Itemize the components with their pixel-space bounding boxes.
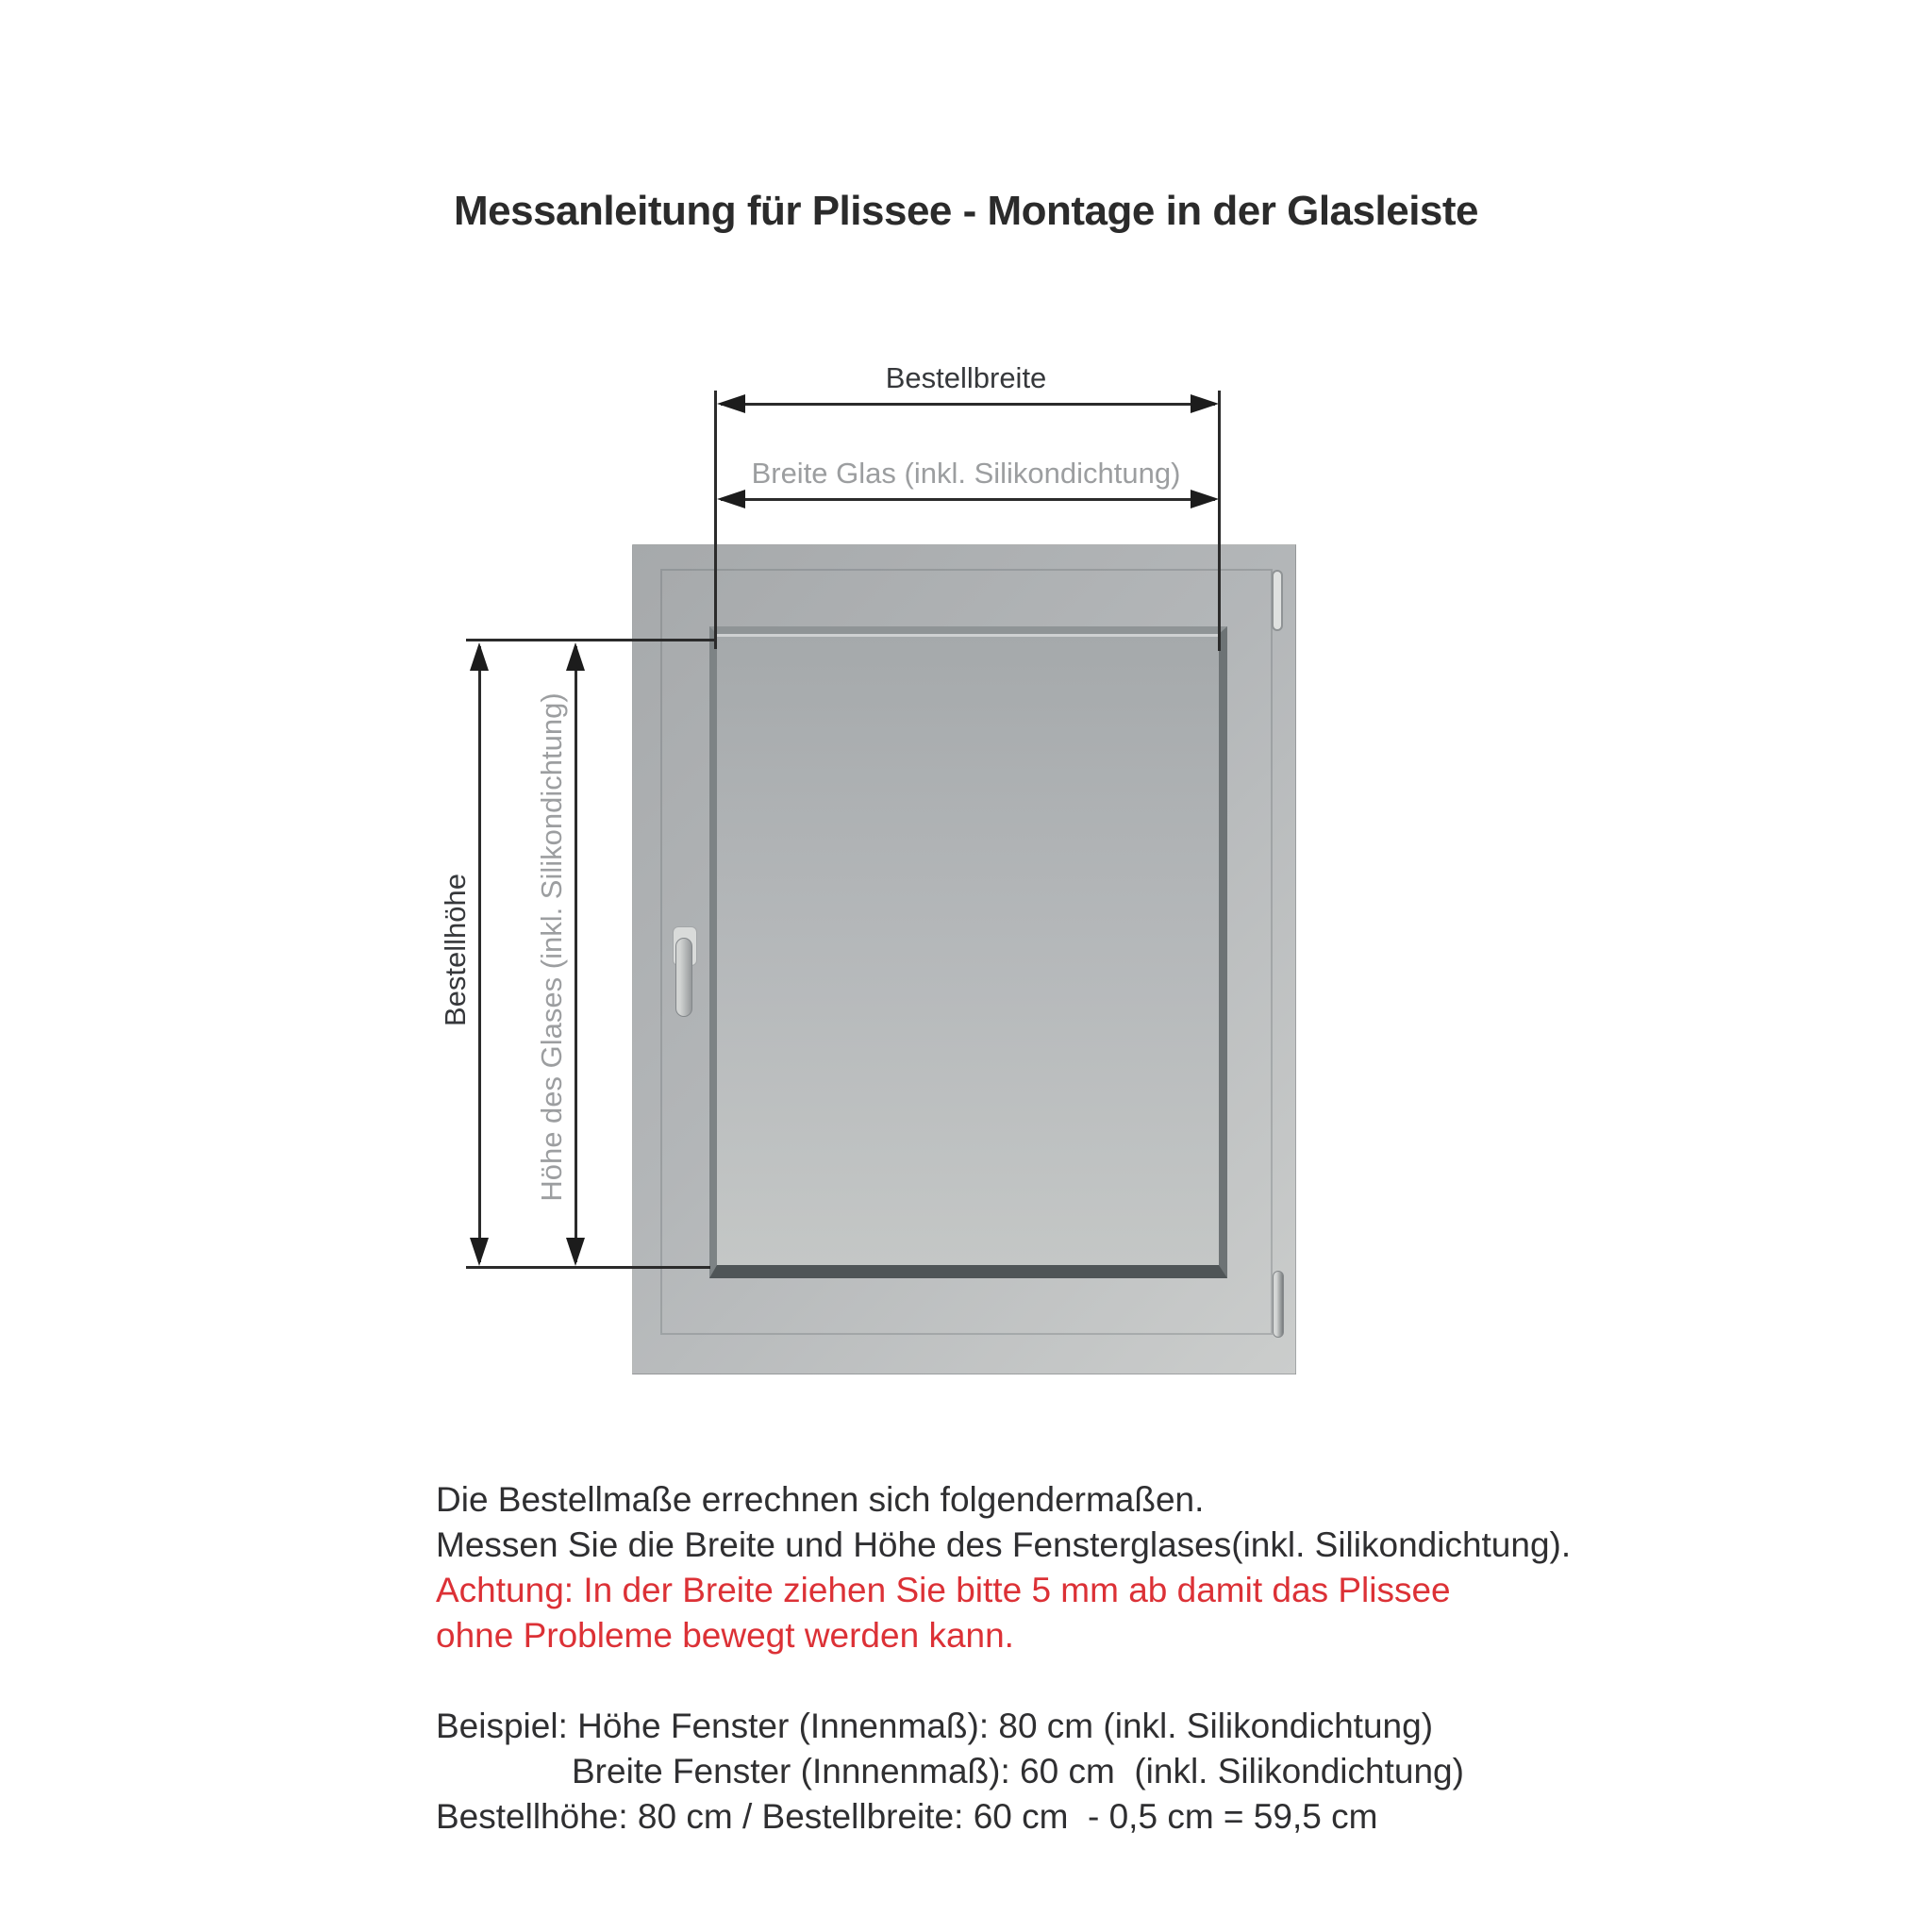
arrow-left-head-icon — [717, 394, 745, 413]
order-width-label: Bestellbreite — [885, 361, 1047, 394]
window-hinge-top-icon — [1272, 570, 1283, 631]
extension-line-right — [1218, 391, 1221, 651]
example-result-line: Bestellhöhe: 80 cm / Bestellbreite: 60 cm - 0,5 cm = 59,5 cm — [436, 1797, 1378, 1836]
arrow-up-head-icon — [470, 642, 489, 671]
page-title: Messanleitung für Plissee - Montage in der Glasleiste — [453, 188, 1479, 235]
glass-height-label: Höhe des Glases (inkl. Silikondichtung) — [535, 692, 568, 1202]
window-hinge-bottom-icon — [1273, 1271, 1284, 1338]
warning-line-2: ohne Probleme bewegt werden kann. — [436, 1616, 1014, 1655]
extension-line-left — [714, 391, 717, 649]
arrow-down-head-icon — [566, 1238, 585, 1266]
arrow-left-head-icon — [717, 490, 745, 508]
order-height-label: Bestellhöhe — [439, 873, 472, 1027]
arrow-up-head-icon — [566, 642, 585, 671]
glass-width-label: Breite Glas (inkl. Silikondichtung) — [751, 457, 1181, 490]
example-block — [436, 1704, 1464, 1840]
instructions-block — [436, 1477, 1571, 1658]
extension-line-bottom — [466, 1266, 710, 1269]
example-width-line: Breite Fenster (Innnenmaß): 60 cm (inkl. Silikondichtung) — [572, 1752, 1464, 1790]
warning-line-1: Achtung: In der Breite ziehen Sie bitte 5 mm ab damit das Plissee — [436, 1571, 1451, 1609]
extension-line-top — [466, 639, 715, 641]
arrow-right-head-icon — [1191, 394, 1219, 413]
example-height-line: Beispiel: Höhe Fenster (Innenmaß): 80 cm (inkl. Silikondichtung) — [436, 1707, 1434, 1745]
instruction-line-calc: Die Bestellmaße errechnen sich folgendermaßen. — [436, 1480, 1205, 1519]
arrow-down-head-icon — [470, 1238, 489, 1266]
instruction-line-measure: Messen Sie die Breite und Höhe des Fensterglases(inkl. Silikondichtung). — [436, 1525, 1572, 1564]
